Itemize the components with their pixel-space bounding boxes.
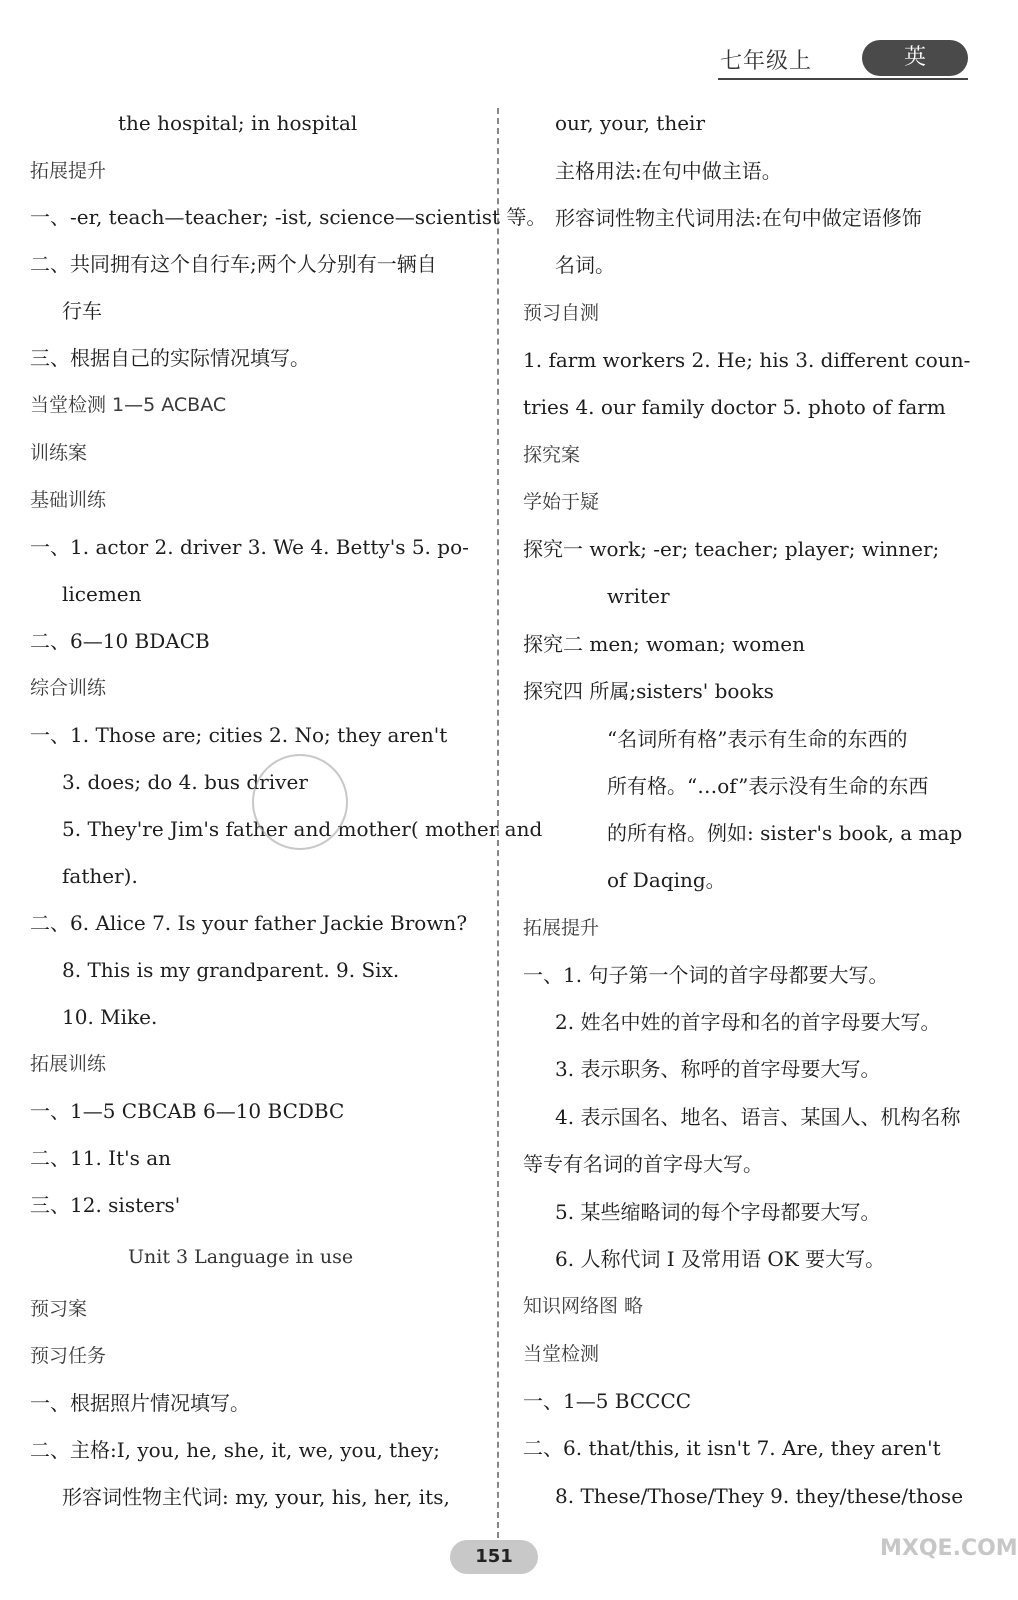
answer-line: writer [607,584,670,608]
answer-line: 5. They're Jim's father and mother( mother and [62,817,543,841]
answer-line: 二、6. that/this, it isn't 7. Are, they aren't [523,1436,941,1460]
answer-line: 二、6—10 BDACB [30,629,210,653]
section-heading: 知识网络图 略 [523,1295,644,1317]
unit-title: Unit 3 Language in use [128,1246,354,1268]
answer-line: 8. These/Those/They 9. they/these/those [555,1484,964,1508]
section-heading: 当堂检测 1—5 ACBAC [30,394,227,416]
answer-line: 8. This is my grandparent. 9. Six. [62,958,400,982]
section-heading: 预习自测 [523,302,600,324]
answer-line: licemen [62,582,142,606]
answer-line: 二、共同拥有这个自行车;两个人分别有一辆自 [30,252,437,276]
answer-line: 探究二 men; woman; women [523,632,806,656]
answer-line: 三、12. sisters' [30,1193,181,1217]
answer-line: 4. 表示国名、地名、语言、某国人、机构名称 [555,1105,961,1129]
answer-line: 10. Mike. [62,1005,158,1029]
answer-line: 二、11. It's an [30,1146,172,1170]
answer-line: 探究四 所属;sisters' books [523,679,774,703]
subject-badge: 英 语 [862,40,968,76]
answer-line: 2. 姓名中姓的首字母和名的首字母要大写。 [555,1010,941,1034]
answer-line: 1. farm workers 2. He; his 3. different coun- [523,348,971,372]
section-heading: 拓展提升 [30,160,107,182]
answer-line: 名词。 [555,253,615,277]
answer-line: 一、根据照片情况填写。 [30,1391,250,1415]
answer-line: 一、1. Those are; cities 2. No; they aren't [30,723,448,747]
section-heading: 综合训练 [30,677,107,699]
answer-line: 6. 人称代词 I 及常用语 OK 要大写。 [555,1247,886,1271]
section-heading: 当堂检测 [523,1343,600,1365]
answer-line: 所有格。“…of”表示没有生命的东西 [607,774,929,798]
grade-label: 七年级上 [720,49,813,74]
answer-line: 一、1. actor 2. driver 3. We 4. Betty's 5. po- [30,535,469,559]
answer-line: 等专有名词的首字母大写。 [523,1152,763,1176]
answer-line: 形容词性物主代词: my, your, his, her, its, [62,1485,450,1509]
answer-line: 二、6. Alice 7. Is your father Jackie Brown? [30,911,468,935]
page-number: 151 [450,1540,538,1574]
stamp-seal [252,754,348,850]
answer-line: the hospital; in hospital [118,111,358,135]
answer-line: 一、1. 句子第一个词的首字母都要大写。 [523,963,889,987]
section-heading: 学始于疑 [523,491,600,513]
section-heading: 基础训练 [30,489,107,511]
answer-line: tries 4. our family doctor 5. photo of farm [523,395,946,419]
answer-line: 主格用法:在句中做主语。 [555,159,782,183]
section-heading: 预习任务 [30,1345,107,1367]
answer-line: our, your, their [555,111,706,135]
answer-line: 一、1—5 CBCAB 6—10 BCDBC [30,1099,345,1123]
section-heading: 探究案 [523,444,581,466]
watermark-site: MXQE.COM [880,1536,1018,1561]
answer-line: 二、主格:I, you, he, she, it, we, you, they; [30,1438,440,1462]
header-rule [718,78,968,80]
answer-line: 行车 [62,299,102,323]
answer-line: 一、-er, teach—teacher; -ist, science—scientist 等。 [30,205,547,229]
answer-line: 3. does; do 4. bus driver [62,770,308,794]
answer-line: 探究一 work; -er; teacher; player; winner; [523,537,940,561]
answer-line: 一、1—5 BCCCC [523,1389,692,1413]
answer-line: 3. 表示职务、称呼的首字母要大写。 [555,1057,881,1081]
section-heading: 训练案 [30,442,88,464]
answer-line: 的所有格。例如: sister's book, a map [607,821,963,845]
section-heading: 拓展提升 [523,917,600,939]
section-heading: 预习案 [30,1298,88,1320]
answer-line: of Daqing。 [607,868,726,892]
answer-line: 5. 某些缩略词的每个字母都要大写。 [555,1200,881,1224]
section-heading: 拓展训练 [30,1053,107,1075]
answer-line: “名词所有格”表示有生命的东西的 [607,727,908,751]
answer-line: 形容词性物主代词用法:在句中做定语修饰 [555,206,922,230]
answer-line: father). [62,864,138,888]
answer-line: 三、根据自己的实际情况填写。 [30,346,310,370]
